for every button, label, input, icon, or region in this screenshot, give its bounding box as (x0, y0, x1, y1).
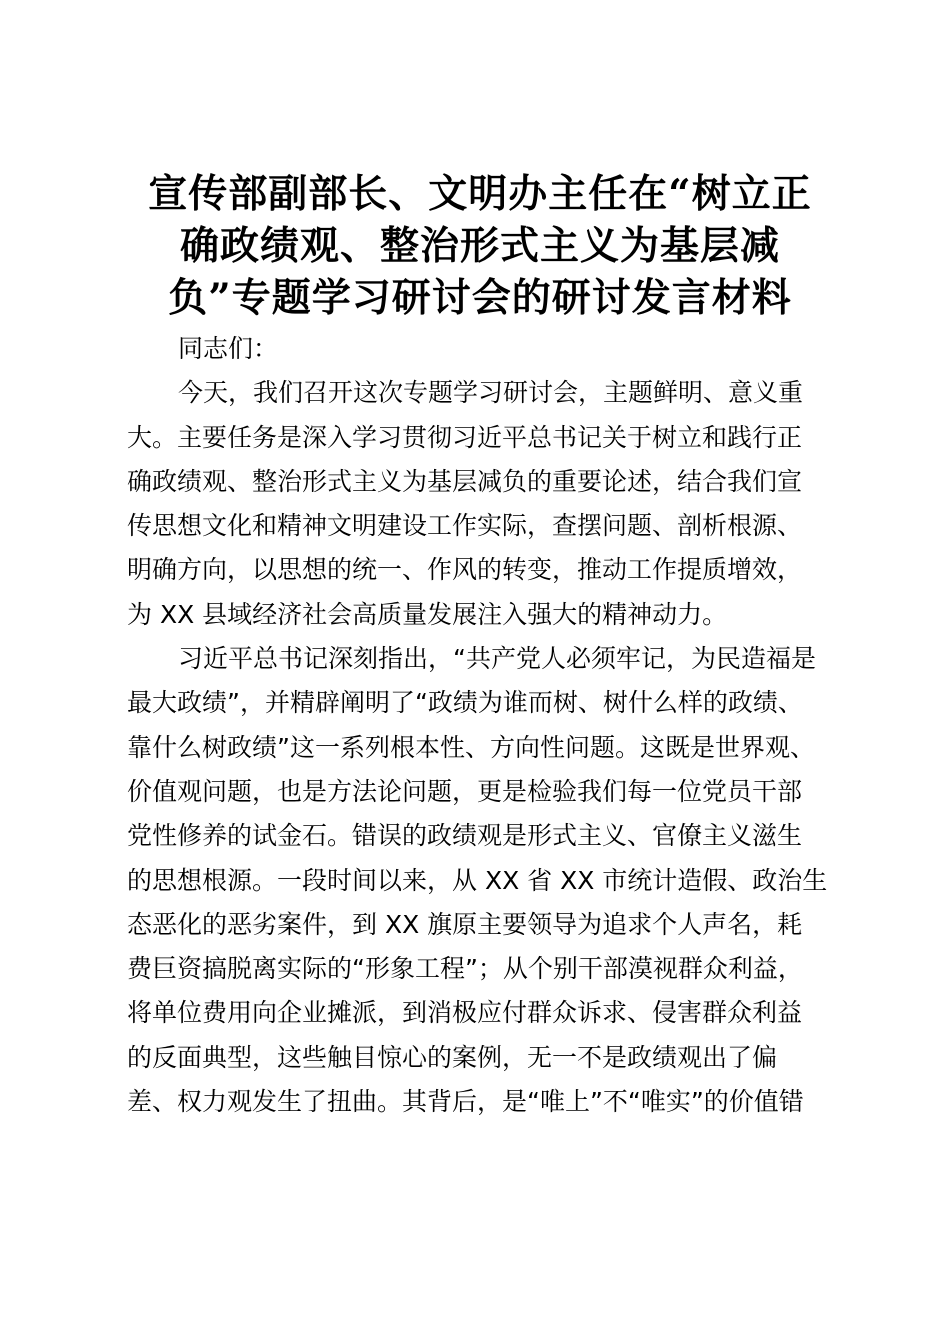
text-line: 将单位费用向企业摊派，到消极应付群众诉求、侵害群众利益 (127, 998, 803, 1028)
paragraph-2 (127, 637, 835, 1124)
text-line: 的思想根源。一段时间以来，从 XX 省 XX 市统计造假、政治生 (127, 865, 828, 895)
text-line: 今天，我们召开这次专题学习研讨会，主题鲜明、意义重 (178, 378, 804, 408)
salutation: 同志们： (178, 334, 279, 363)
text-line: 确政绩观、整治形式主义为基层减负的重要论述，结合我们宣 (127, 466, 803, 496)
text-line: 靠什么树政绩”这一系列根本性、方向性问题。这既是世界观、 (127, 732, 815, 762)
text-line: 党性修养的试金石。错误的政绩观是形式主义、官僚主义滋生 (127, 821, 803, 851)
title-line: 宣传部副部长、文明办主任在“树立正 (148, 171, 812, 217)
title-line: 负”专题学习研讨会的研讨发言材料 (168, 275, 792, 321)
text-line: 费巨资搞脱离实际的“形象工程”；从个别干部漠视群众利益， (127, 954, 803, 984)
document-body (127, 327, 835, 1124)
text-line: 价值观问题，也是方法论问题，更是检验我们每一位党员干部 (127, 776, 803, 806)
text-line: 态恶化的恶劣案件，到 XX 旗原主要领导为追求个人声名，耗 (127, 909, 803, 939)
text-line: 传思想文化和精神文明建设工作实际，查摆问题、剖析根源、 (127, 511, 803, 541)
text-line: 明确方向，以思想的统一、作风的转变，推动工作提质增效， (127, 555, 803, 585)
text-line: 的反面典型，这些触目惊心的案例，无一不是政绩观出了偏 (127, 1042, 778, 1072)
text-line: 大。主要任务是深入学习贯彻习近平总书记关于树立和践行正 (127, 422, 803, 452)
document-title (110, 168, 850, 324)
text-line: 习近平总书记深刻指出，“共产党人必须牢记，为民造福是 (178, 644, 816, 674)
text-line: 最大政绩”，并精辟阐明了“政绩为谁而树、树什么样的政绩、 (127, 688, 803, 718)
text-line: 差、权力观发生了扭曲。其背后，是“唯上”不“唯实”的价值错 (127, 1087, 804, 1117)
paragraph-1 (127, 371, 835, 637)
text-line: 为 XX 县域经济社会高质量发展注入强大的精神动力。 (127, 599, 728, 629)
title-line: 确政绩观、整治形式主义为基层减 (179, 223, 780, 269)
